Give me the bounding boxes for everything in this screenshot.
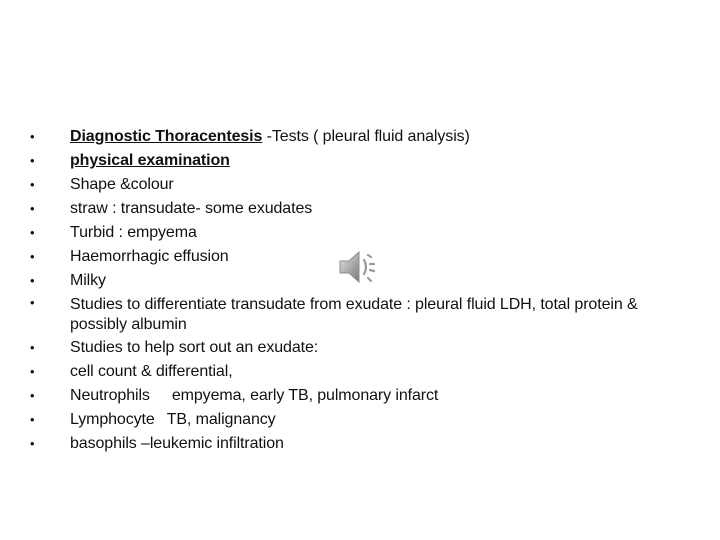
bullet-dot: • [30,153,35,168]
list-item [30,173,680,197]
list-item [30,432,680,456]
heading-diagnostic-thoracentesis: Diagnostic Thoracentesis [70,128,263,145]
bullet-dot: • [30,364,35,379]
bullet-list [30,125,680,456]
list-item-text: cell count & differential, [70,363,233,380]
bullet-dot: • [30,177,35,192]
bullet-dot: • [30,295,35,310]
list-item [30,293,680,336]
list-item-text: Studies to differentiate transudate from exudate : pleural fluid LDH, total protein & possibly albumin [70,296,638,333]
bullet-dot: • [30,340,35,355]
speaker-icon[interactable] [337,247,385,287]
list-item [30,336,680,360]
list-item [30,221,680,245]
bullet-dot: • [30,201,35,216]
heading-physical-examination: physical examination [70,152,230,169]
list-item [30,360,680,384]
list-item-lymphocyte [30,408,680,432]
bullet-dot: • [30,436,35,451]
cell-type-description: TB, malignancy [166,411,276,428]
list-item-text: Haemorrhagic effusion [70,248,229,265]
cell-type-term: Lymphocyte [70,411,155,428]
bullet-dot: • [30,225,35,240]
speaker-icon-graphic [337,247,385,287]
list-item-text: Studies to help sort out an exudate: [70,339,319,356]
cell-type-term: Neutrophils [70,387,150,404]
bullet-dot: • [30,388,35,403]
list-item-text: -Tests ( pleural fluid analysis) [262,128,470,145]
list-item [30,197,680,221]
bullet-dot: • [30,412,35,427]
cell-type-description: empyema, early TB, pulmonary infarct [171,387,439,404]
list-item-neutrophils [30,384,680,408]
list-item-text: Turbid : empyema [70,224,197,241]
list-item-text: Shape &colour [70,176,174,193]
bullet-dot: • [30,249,35,264]
bullet-dot: • [30,129,35,144]
list-item-text: Milky [70,272,106,289]
list-item-diagnostic-thoracentesis [30,125,680,149]
bullet-dot: • [30,273,35,288]
list-item-text: straw : transudate- some exudates [70,200,313,217]
list-item-text: basophils –leukemic infiltration [70,435,284,452]
list-item-physical-examination [30,149,680,173]
